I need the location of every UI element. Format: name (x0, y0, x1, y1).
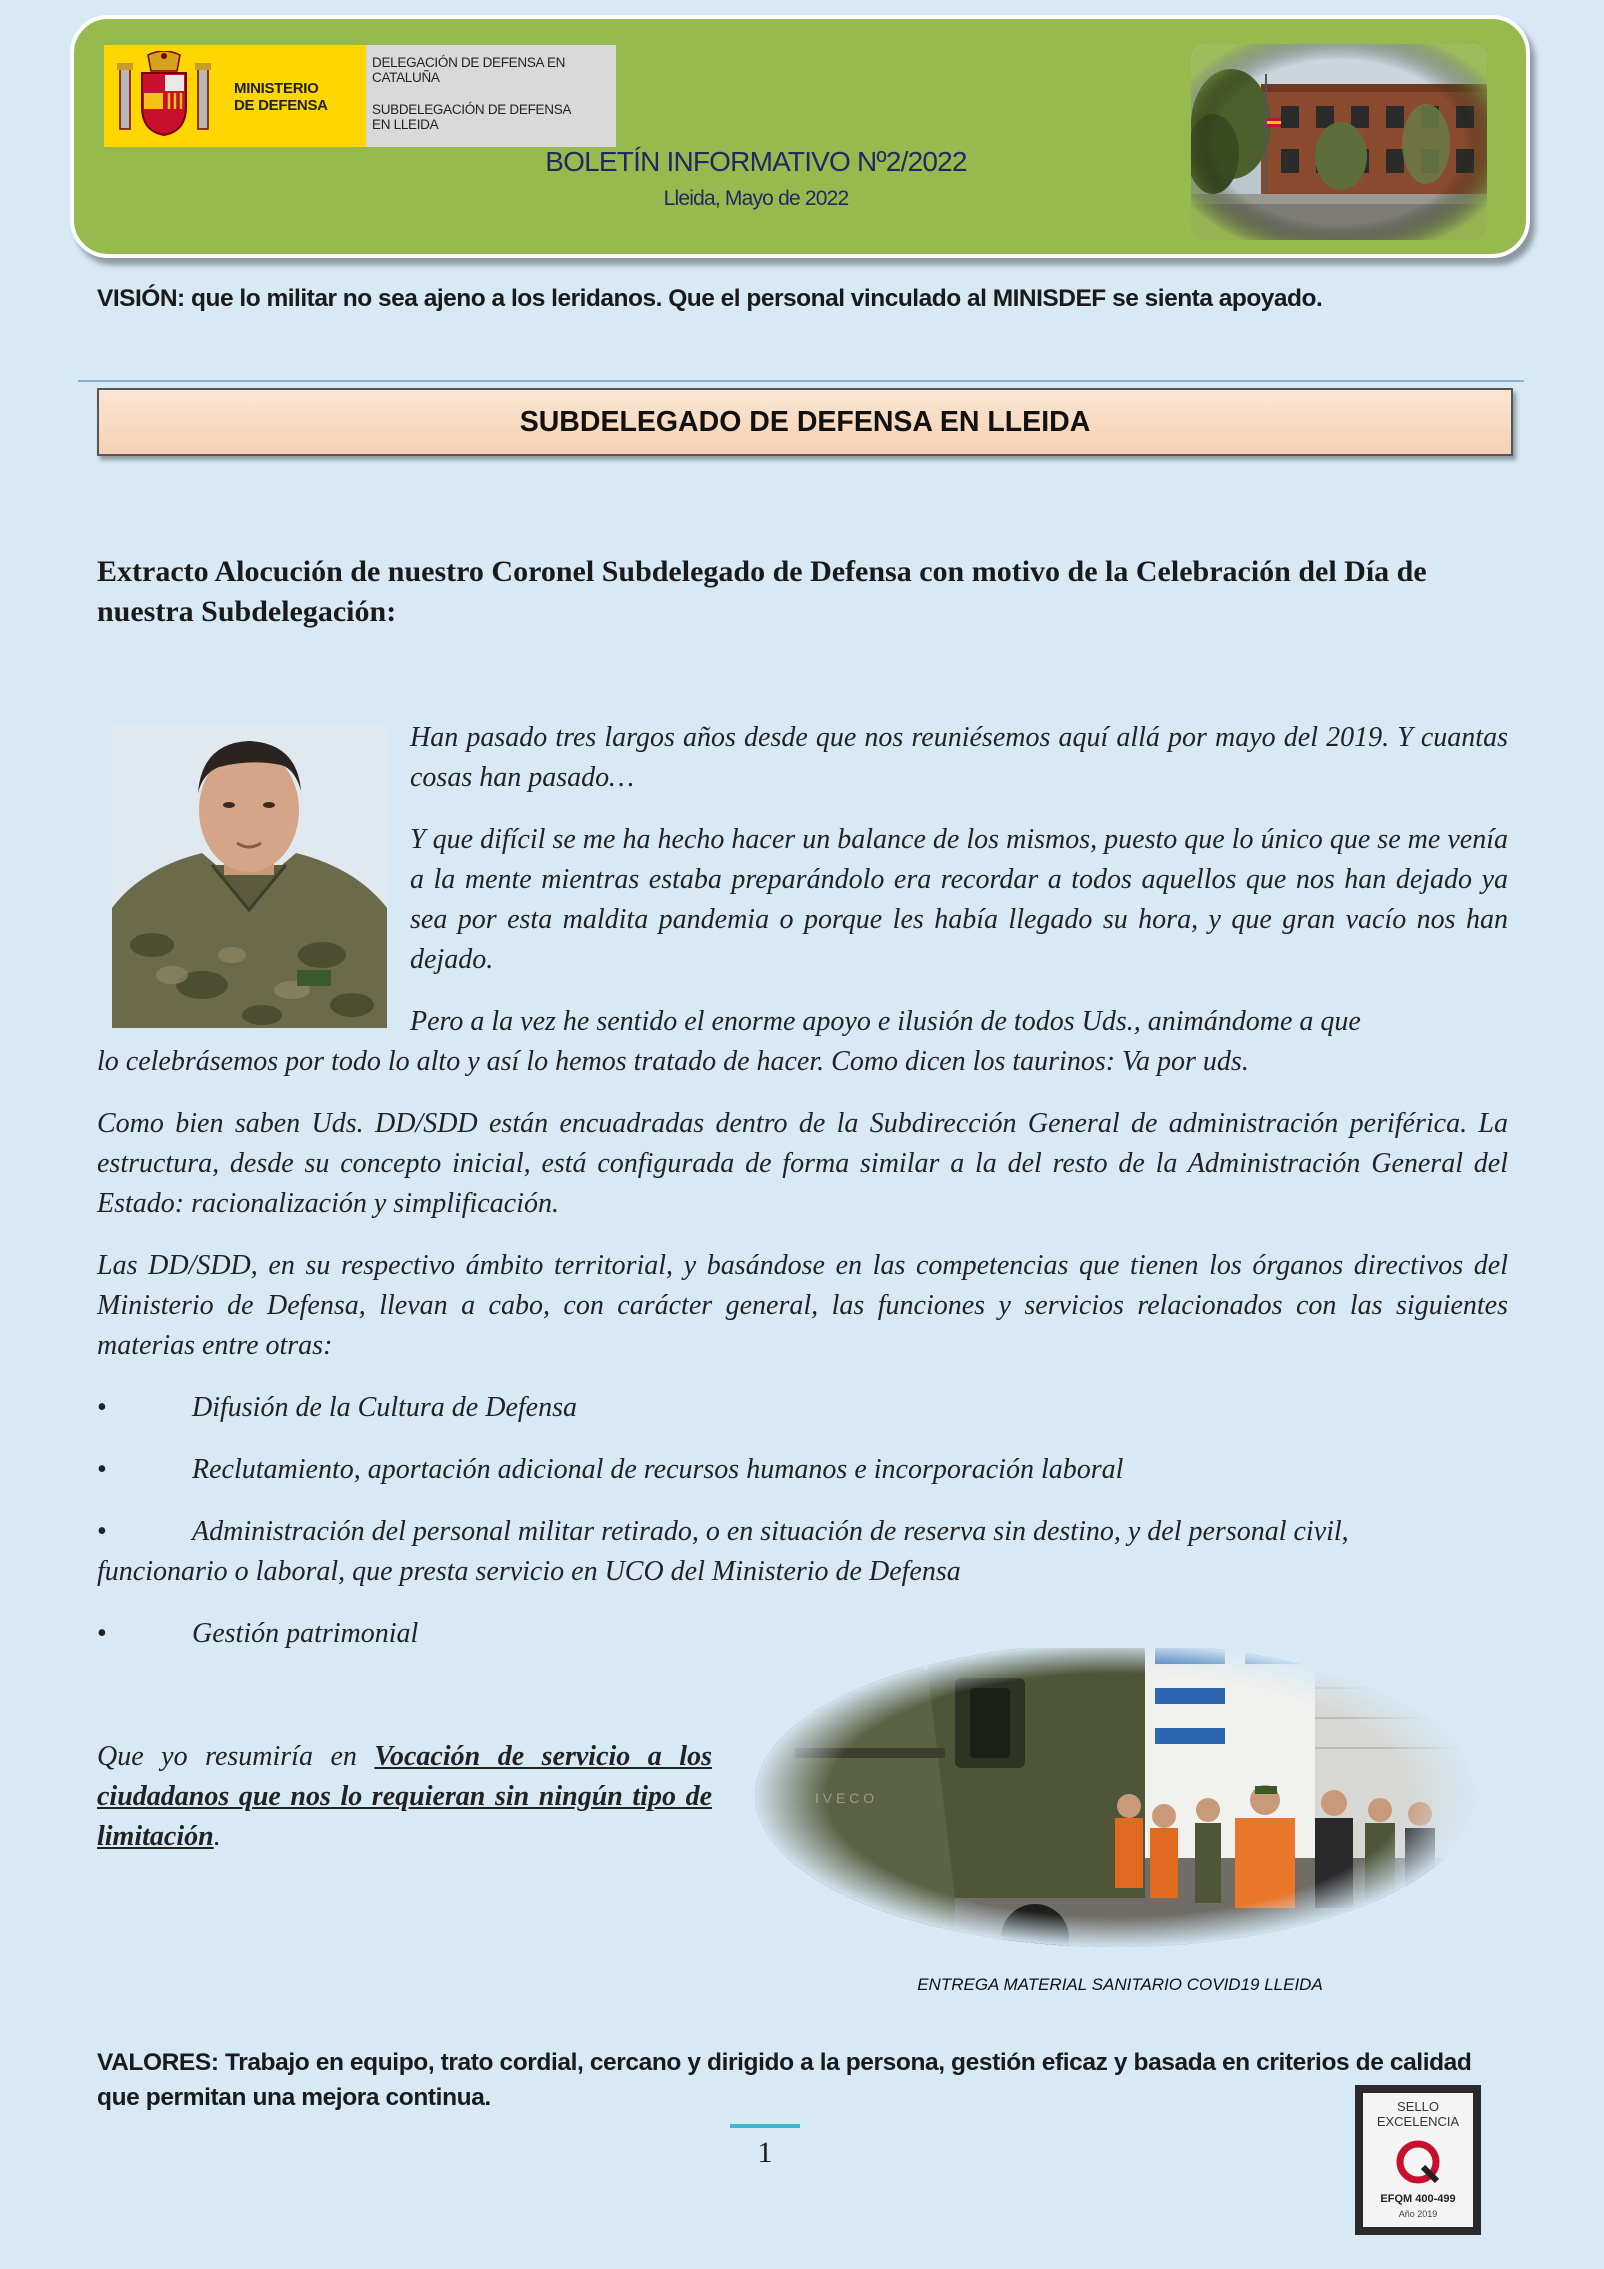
vision-label: VISIÓN: (97, 285, 185, 312)
bullet-text: Reclutamiento, aportación adicional de recursos humanos e incorporación laboral (192, 1454, 1124, 1485)
intro-heading: Extracto Alocución de nuestro Coronel Subdelegado de Defensa con motivo de la Celebración del Día de nuestra Subdelegación: (97, 555, 1427, 628)
seal-title (1363, 2099, 1473, 2129)
values-label: VALORES: (97, 2049, 219, 2076)
summary-suffix: . (213, 1821, 221, 1852)
values-text: Trabajo en equipo, trato cordial, cercano y dirigido a la persona, gestión eficaz y basada en criterios de calidad que permitan una mejora continua. (97, 2049, 1472, 2111)
covid-delivery-photo (755, 1628, 1477, 1963)
delegation-label-box (366, 45, 616, 147)
bullet-symbol: • (97, 1516, 107, 1547)
section-title: SUBDELEGADO DE DEFENSA EN LLEIDA (519, 405, 1091, 438)
bulletin-title: BOLETÍN INFORMATIVO Nº2/2022 (545, 146, 967, 177)
bullet-text: Gestión patrimonial (192, 1618, 419, 1649)
building-photo (1191, 44, 1487, 240)
bullet-symbol: • (97, 1392, 107, 1423)
values-statement (97, 2045, 1507, 2115)
bullet-symbol: • (97, 1618, 107, 1649)
paragraph-2: Y que difícil se me ha hecho hacer un balance de los mismos, puesto que lo único que se me venía a la mente mientras estaba preparándolo era recordar a todos aquellos que nos han dejado ya sea por esta maldita pandemia o porque les había llegado su hora, y que gran vacío nos han dejado. (410, 824, 1508, 975)
summary-prefix: Que yo resumiría en (97, 1741, 375, 1772)
bulletin-date: Lleida, Mayo de 2022 (663, 187, 849, 210)
subdelegation-name: SUBDELEGACIÓN DE DEFENSA EN LLEIDA (372, 102, 572, 132)
paragraph-1: Han pasado tres largos años desde que nos reuniésemos aquí allá por mayo del 2019. Y cuantas cosas han pasado… (410, 722, 1508, 793)
list-item (97, 1450, 1508, 1490)
paragraph-5: Las DD/SDD, en su respectivo ámbito territorial, y basándose en las competencias que tienen los órganos directivos del Ministerio de Defensa, llevan a cabo, con carácter general, las funciones y servicios relacionados con las siguientes materias entre otras: (97, 1250, 1508, 1361)
paragraph-3-line-1: Pero a la vez he sentido el enorme apoyo e ilusión de todos Uds., animándome a que (410, 1006, 1361, 1037)
seal-line-2: EXCELENCIA (1376, 2114, 1460, 2129)
section-title-box (97, 388, 1513, 456)
colonel-portrait (112, 725, 387, 1028)
bullet-text: Difusión de la Cultura de Defensa (192, 1392, 577, 1423)
seal-line-1: SELLO (1397, 2099, 1439, 2114)
delegation-name: DELEGACIÓN DE DEFENSA EN CATALUÑA (372, 55, 566, 85)
vision-statement (97, 285, 1322, 313)
seal-code: EFQM 400-499 (1380, 2193, 1456, 2205)
summary-statement (97, 1737, 712, 1857)
paragraph-4: Como bien saben Uds. DD/SDD están encuadradas dentro de la Subdirección General de administración periférica. La estructura, desde su concepto inicial, está configurada de forma similar a la del resto de la Administración General del Estado: racionalización y simplificación. (97, 1108, 1508, 1219)
ministry-logo-block (104, 45, 616, 147)
page-number-bar (730, 2124, 800, 2128)
vision-text: que lo militar no sea ajeno a los leridanos. Que el personal vinculado al MINISDEF se sienta apoyado. (184, 285, 1323, 312)
list-item (97, 1388, 1508, 1428)
section-divider (78, 380, 1524, 382)
bullet-text-continuation: funcionario o laboral, que presta servicio en UCO del Ministerio de Defensa (97, 1556, 961, 1587)
ministry-logo (104, 45, 366, 147)
paragraph-3-line-2: lo celebrásemos por todo lo alto y así lo hemos tratado de hacer. Como dicen los taurinos: Va por uds. (97, 1046, 1249, 1077)
efqm-q-icon (1393, 2137, 1443, 2187)
coat-of-arms-icon (114, 51, 214, 141)
photo-caption: ENTREGA MATERIAL SANITARIO COVID19 LLEIDA (917, 1975, 1323, 1994)
bullet-text: Administración del personal militar retirado, o en situación de reserva sin destino, y del personal civil, (192, 1516, 1349, 1547)
ministry-name: MINISTERIO DE DEFENSA (234, 80, 328, 114)
page-number: 1 (757, 2136, 773, 2169)
summary-emphasis: Vocación de servicio a los ciudadanos que nos lo requieran sin ningún tipo de limitación (97, 1741, 712, 1852)
bullet-symbol: • (97, 1454, 107, 1485)
efqm-excellence-seal (1355, 2085, 1481, 2235)
header-banner (70, 15, 1530, 258)
seal-year: Año 2019 (1398, 2209, 1438, 2219)
list-item (97, 1512, 1508, 1592)
